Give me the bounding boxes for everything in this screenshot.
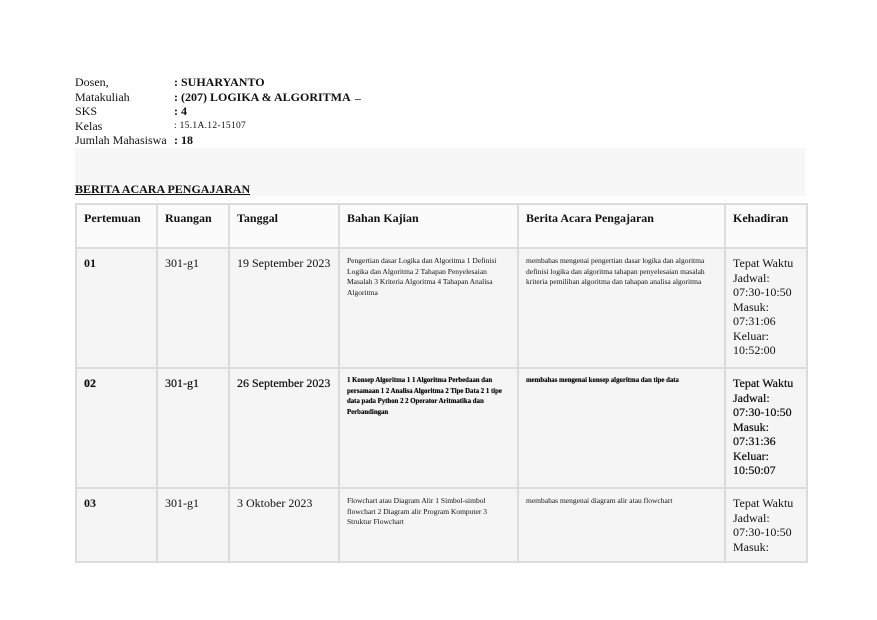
kelas-value: : 15.1A.12-15107 <box>174 120 247 131</box>
jumlah-label: Jumlah Mahasiswa <box>75 133 167 147</box>
jumlah-value: : 18 <box>174 133 193 147</box>
kelas-label: Kelas <box>75 118 103 133</box>
matkul-row <box>75 90 361 105</box>
course-info <box>75 75 361 160</box>
header-ruangan: Ruangan <box>157 204 229 248</box>
header-berita-acara: Berita Acara Pengajaran <box>518 204 725 248</box>
dosen-label: Dosen, <box>75 75 109 89</box>
kehadiran-keluar: Keluar: 10:52:00 <box>733 328 776 357</box>
cell-kehadiran <box>725 368 807 488</box>
kehadiran-status: Tepat Waktu <box>733 376 794 390</box>
table-row <box>76 248 807 368</box>
cell-tanggal: 19 September 2023 <box>229 248 339 368</box>
kehadiran-jadwal: Jadwal: 07:30-10:50 <box>733 390 792 419</box>
cell-tanggal: 3 Oktober 2023 <box>229 488 339 562</box>
dosen-value: : SUHARYANTO <box>174 75 265 89</box>
cell-tanggal: 26 September 2023 <box>229 368 339 488</box>
teaching-record-table <box>75 203 808 563</box>
kehadiran-masuk: Masuk: 07:31:06 <box>733 299 776 328</box>
section-title: BERITA ACARA PENGAJARAN <box>75 182 251 196</box>
sks-label: SKS <box>75 104 98 118</box>
kehadiran-status: Tepat Waktu <box>733 256 794 270</box>
table-row <box>76 488 807 562</box>
cell-pertemuan: 02 <box>76 368 157 488</box>
matkul-value: : (207) LOGIKA & ALGORITMA <box>174 89 351 104</box>
underline-link-mark[interactable] <box>355 90 361 100</box>
kehadiran-jadwal: Jadwal: 07:30-10:50 <box>733 270 792 299</box>
cell-ruangan: 301-g1 <box>157 488 229 562</box>
cell-berita-acara: membahas mengenai konsep algoritma dan tipe data <box>518 368 725 488</box>
header-pertemuan: Pertemuan <box>76 204 157 248</box>
dosen-row <box>75 75 361 90</box>
matkul-label: Matakuliah <box>75 89 130 104</box>
table-header-row <box>76 204 807 248</box>
cell-bahan-kajian: Pengertian dasar Logika dan Algoritma 1 Definisi Logika dan Algoritma 2 Tahapan Penyelesaian Masalah 3 Kriteria Algoritma 4 Tahapan Analisa Algoritma <box>339 248 518 368</box>
header-tanggal: Tanggal <box>229 204 339 248</box>
cell-berita-acara: membahas mengenai diagram alir atau flowchart <box>518 488 725 562</box>
kehadiran-status: Tepat Waktu <box>733 496 794 510</box>
cell-berita-acara: membahas mengenai pengertian dasar logika dan algoritma definisi logika dan algoritma tahapan penyelesaian masalah kriteria pemilihan algoritma dan tahapan analisa algoritma <box>518 248 725 368</box>
kehadiran-masuk: Masuk: 07:31:36 <box>733 419 776 448</box>
kelas-row <box>75 119 361 134</box>
table-row <box>76 368 807 488</box>
header-bahan-kajian: Bahan Kajian <box>339 204 518 248</box>
cell-kehadiran <box>725 248 807 368</box>
sks-value: : 4 <box>174 104 187 118</box>
kehadiran-jadwal: Jadwal: 07:30-10:50 <box>733 510 792 539</box>
sks-row <box>75 104 361 119</box>
cell-ruangan: 301-g1 <box>157 248 229 368</box>
header-kehadiran: Kehadiran <box>725 204 807 248</box>
cell-ruangan: 301-g1 <box>157 368 229 488</box>
kehadiran-masuk: Masuk: <box>733 539 769 554</box>
jumlah-row <box>75 133 361 148</box>
cell-pertemuan: 03 <box>76 488 157 562</box>
cell-kehadiran <box>725 488 807 562</box>
kehadiran-keluar: Keluar: 10:50:07 <box>733 448 776 477</box>
cell-pertemuan: 01 <box>76 248 157 368</box>
cell-bahan-kajian: Flowchart atau Diagram Alir 1 Simbol-simbol flowchart 2 Diagram alir Program Komputer 3 Struktur Flowchart <box>339 488 518 562</box>
cell-bahan-kajian: 1 Konsep Algoritma 1 1 Algoritma Perbedaan dan persamaan 1 2 Analisa Algoritma 2 Tipe Data 2 1 tipe data pada Python 2 2 Operator Aritmatika dan Perbandingan <box>339 368 518 488</box>
